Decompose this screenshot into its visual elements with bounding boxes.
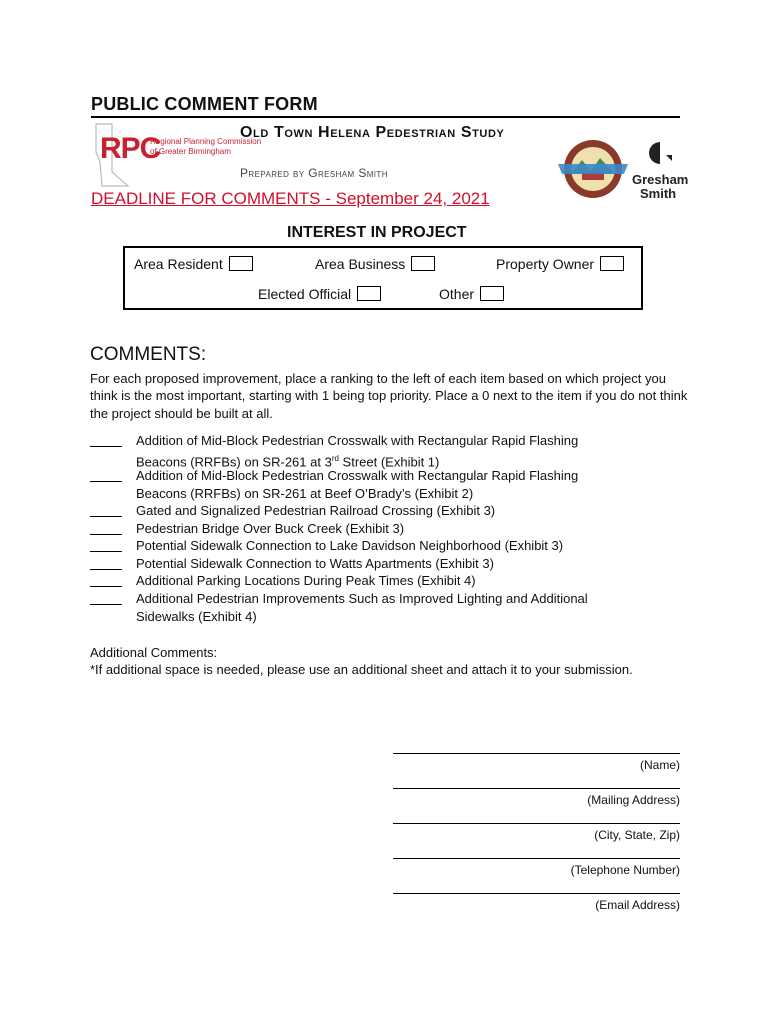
option-other bbox=[439, 286, 504, 302]
ranking-blank[interactable] bbox=[90, 521, 122, 535]
city-state-zip-field-label: (City, State, Zip) bbox=[594, 828, 680, 842]
helena-seal-logo bbox=[556, 138, 630, 200]
option-label: Area Business bbox=[315, 256, 406, 272]
title-rule bbox=[91, 116, 680, 118]
rpc-letters: RPC bbox=[100, 132, 161, 165]
rpc-name-line2: of Greater Birmingham bbox=[150, 147, 231, 156]
additional-comments-label: Additional Comments: bbox=[90, 645, 218, 660]
option-label: Property Owner bbox=[496, 256, 595, 272]
study-title: Old Town Helena Pedestrian Study bbox=[240, 124, 505, 141]
ranking-blank[interactable] bbox=[90, 538, 122, 552]
ranking-item-text: Potential Sidewalk Connection to Lake Davidson Neighborhood (Exhibit 3) bbox=[136, 538, 564, 554]
form-title: PUBLIC COMMENT FORM bbox=[91, 94, 318, 114]
option-property-owner bbox=[496, 256, 624, 272]
mailing-address-field-label: (Mailing Address) bbox=[587, 793, 680, 807]
ranking-item-line: Beacons (RRFBs) on SR-261 at Beef O’Brady’s (Exhibit 2) bbox=[136, 485, 474, 501]
email-field-label: (Email Address) bbox=[595, 898, 680, 912]
ranking-item-line: Addition of Mid-Block Pedestrian Crosswalk with Rectangular Rapid Flashing bbox=[136, 468, 579, 483]
ranking-item-text: Gated and Signalized Pedestrian Railroad Crossing (Exhibit 3) bbox=[136, 503, 496, 518]
gresham-smith-logo bbox=[628, 140, 694, 202]
option-label: Other bbox=[439, 286, 475, 302]
option-label: Elected Official bbox=[258, 286, 352, 302]
checkbox-elected-official[interactable] bbox=[357, 286, 381, 301]
ranking-item-text bbox=[136, 432, 656, 471]
gs-name-line2: Smith bbox=[640, 186, 677, 201]
seal-ribbon bbox=[558, 164, 628, 174]
ranking-item-text: Potential Sidewalk Connection to Watts Apartments (Exhibit 3) bbox=[136, 555, 494, 571]
checkbox-property-owner[interactable] bbox=[600, 256, 624, 271]
checkbox-other[interactable] bbox=[480, 286, 504, 301]
telephone-field-label: (Telephone Number) bbox=[570, 863, 680, 877]
ranking-item-line: Addition of Mid-Block Pedestrian Crosswalk with Rectangular Rapid Flashing bbox=[136, 433, 579, 448]
ranking-item-line-part: Street (Exhibit 1) bbox=[338, 453, 440, 469]
ranking-item-text bbox=[136, 590, 656, 625]
ranking-item-line-part: Beacons (RRFBs) on SR-261 at 3 bbox=[136, 453, 332, 469]
ranking-blank[interactable] bbox=[90, 573, 122, 587]
name-field-line[interactable] bbox=[393, 753, 680, 754]
ranking-blank[interactable] bbox=[90, 591, 122, 605]
ranking-blank[interactable] bbox=[90, 556, 122, 570]
option-label: Area Resident bbox=[134, 256, 223, 272]
city-state-zip-field-line[interactable] bbox=[393, 823, 680, 824]
ranking-instructions: For each proposed improvement, place a ranking to the left of each item based on which project you think is the most important, starting with 1 being top priority. Place a 0 next to the item if you do not think the project should be built at all. bbox=[90, 371, 688, 421]
option-elected-official bbox=[258, 286, 381, 302]
gs-mark-accent-icon bbox=[666, 155, 672, 161]
telephone-field-line[interactable] bbox=[393, 858, 680, 859]
checkbox-area-resident[interactable] bbox=[229, 256, 253, 271]
additional-comments-note: *If additional space is needed, please use an additional sheet and attach it to your submission. bbox=[90, 662, 633, 677]
ranking-item-text: Additional Parking Locations During Peak Times (Exhibit 4) bbox=[136, 573, 476, 589]
gs-mark-icon bbox=[649, 142, 660, 164]
ranking-blank[interactable] bbox=[90, 468, 122, 482]
ranking-blank[interactable] bbox=[90, 503, 122, 517]
ranking-blank[interactable] bbox=[90, 433, 122, 447]
prepared-by: Prepared by Gresham Smith bbox=[240, 166, 388, 180]
ranking-item-line: Sidewalks (Exhibit 4) bbox=[136, 608, 257, 624]
gs-name-line1: Gresham bbox=[632, 172, 689, 187]
checkbox-area-business[interactable] bbox=[411, 256, 435, 271]
option-area-business bbox=[315, 256, 435, 272]
ranking-item-line: Additional Pedestrian Improvements Such as Improved Lighting and Additional bbox=[136, 591, 588, 606]
ranking-item-text bbox=[136, 467, 656, 502]
rpc-logo bbox=[94, 122, 262, 188]
option-area-resident bbox=[134, 256, 253, 272]
interest-heading: INTEREST IN PROJECT bbox=[287, 224, 467, 241]
ranking-item-text: Pedestrian Bridge Over Buck Creek (Exhibit 3) bbox=[136, 520, 405, 536]
comments-heading: COMMENTS: bbox=[90, 344, 207, 365]
ordinal-suffix: rd bbox=[331, 453, 339, 463]
name-field-label: (Name) bbox=[639, 758, 680, 772]
email-field-line[interactable] bbox=[393, 893, 680, 894]
deadline-notice: DEADLINE FOR COMMENTS - September 24, 2021 bbox=[91, 189, 490, 208]
rpc-name-line1: Regional Planning Commission bbox=[150, 137, 262, 146]
mailing-address-field-line[interactable] bbox=[393, 788, 680, 789]
